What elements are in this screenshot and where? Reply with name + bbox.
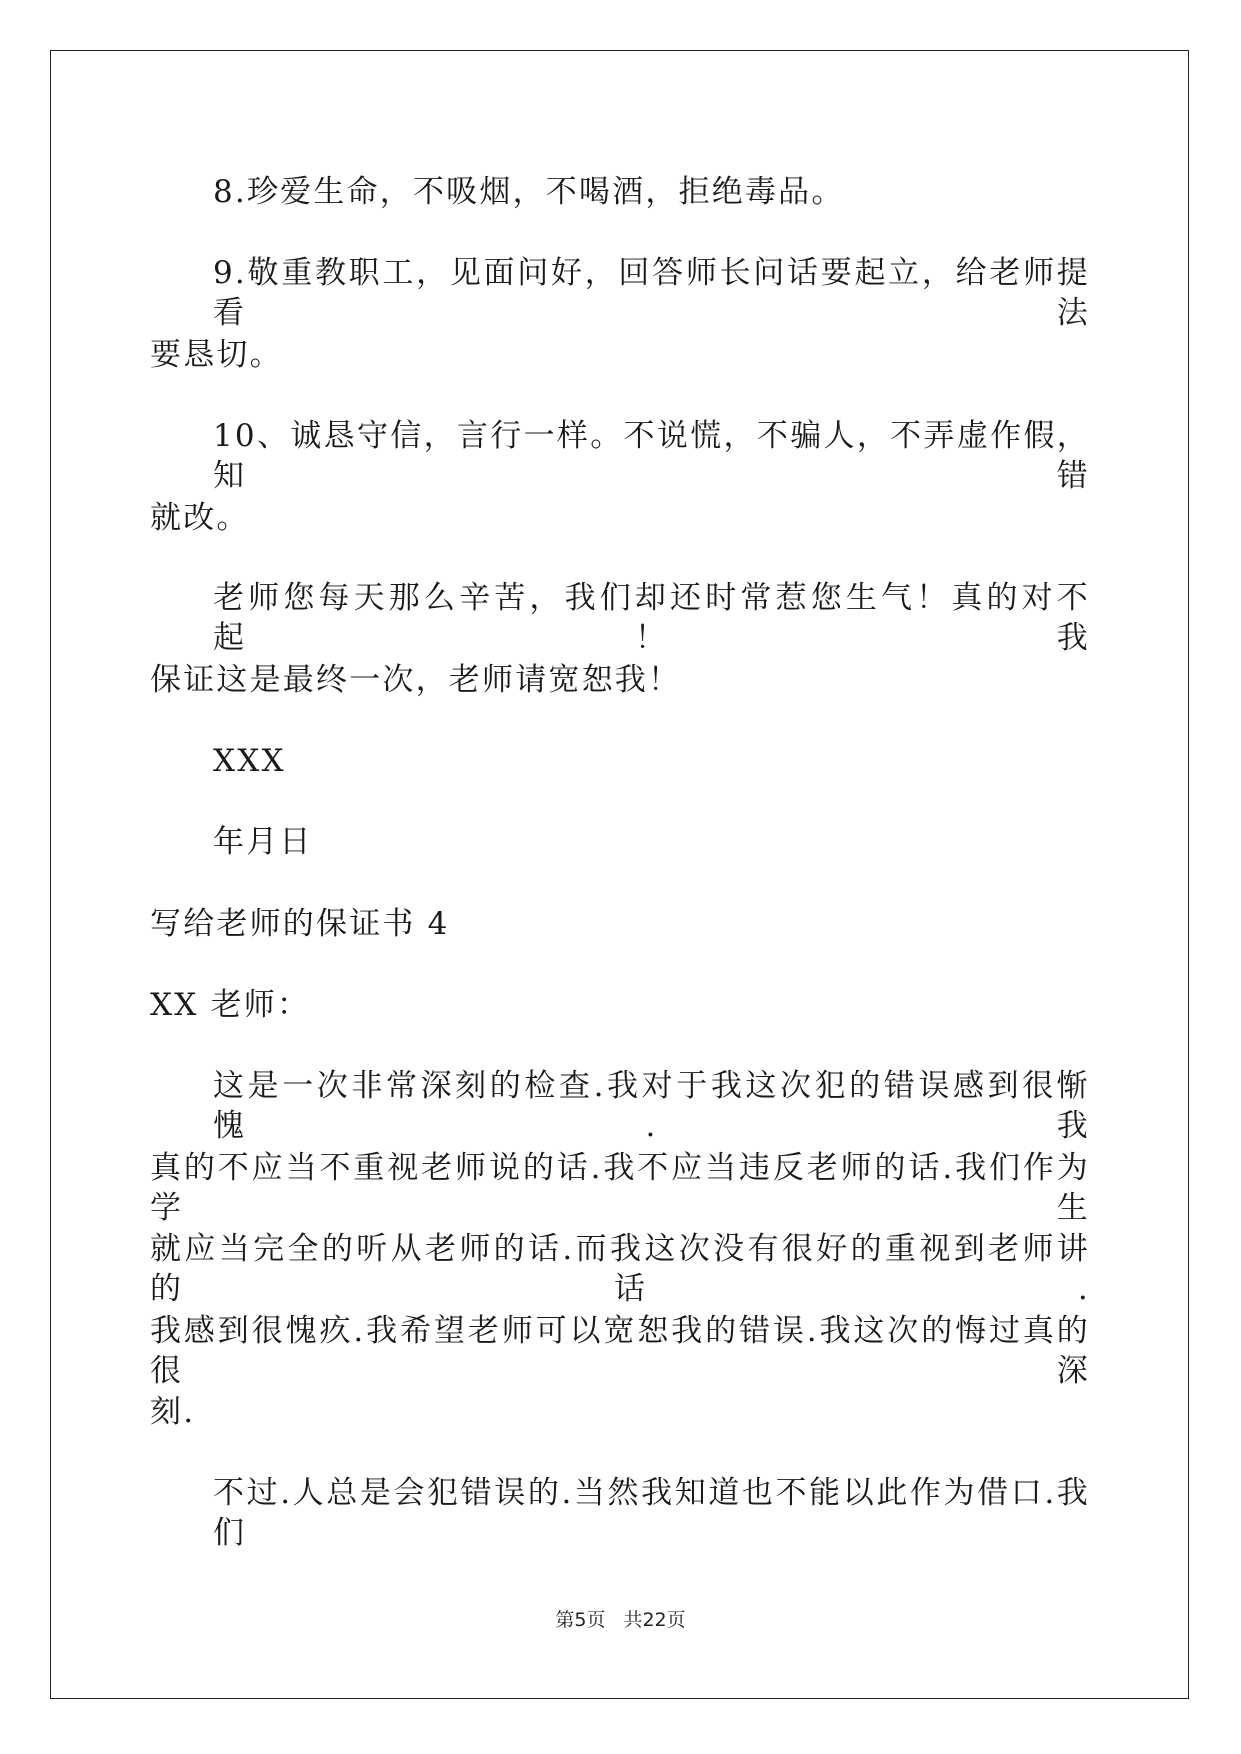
footer-page-suffix: 页 — [586, 1609, 606, 1631]
total-pages: 22 — [642, 1609, 667, 1631]
signature-name: XXX — [213, 743, 286, 779]
paragraph-line: 这是一次非常深刻的检查.我对于我这次犯的错误感到很惭愧.我 — [213, 1068, 1090, 1144]
footer-total-prefix: 共 — [623, 1609, 643, 1631]
footer-total-suffix: 页 — [666, 1609, 686, 1631]
paragraph-line: 真的不应当不重视老师说的话.我不应当违反老师的话.我们作为学生 — [150, 1150, 1090, 1226]
section-title: 写给老师的保证书 4 — [150, 906, 450, 942]
page-footer — [0, 1608, 1241, 1632]
paragraph-line: 我感到很愧疚.我希望老师可以宽恕我的错误.我这次的悔过真的很深 — [150, 1313, 1090, 1389]
paragraph-line: 刻. — [150, 1394, 196, 1430]
list-item-9-continued: 要恳切。 — [150, 337, 283, 373]
list-item-10-continued: 就改。 — [150, 500, 250, 536]
list-item-8: 8.珍爱生命，不吸烟，不喝酒，拒绝毒品。 — [213, 174, 845, 210]
paragraph-line: 不过.人总是会犯错误的.当然我知道也不能以此作为借口.我们 — [213, 1475, 1090, 1551]
list-item-10: 10、诚恳守信，言行一样。不说慌，不骗人，不弄虚作假，知错 — [213, 418, 1090, 494]
list-item-9: 9.敬重教职工，见面问好，回答师长问话要起立，给老师提看法 — [213, 255, 1090, 331]
footer-prefix: 第 — [555, 1609, 575, 1631]
closing-paragraph-continued: 保证这是最终一次，老师请宽恕我！ — [150, 662, 682, 698]
page-number: 5 — [574, 1609, 587, 1631]
closing-paragraph: 老师您每天那么辛苦，我们却还时常惹您生气！真的对不起！我 — [213, 580, 1090, 656]
salutation: XX 老师： — [150, 987, 311, 1023]
paragraph-line: 就应当完全的听从老师的话.而我这次没有很好的重视到老师讲的话. — [150, 1231, 1090, 1307]
signature-date: 年月日 — [213, 824, 313, 860]
